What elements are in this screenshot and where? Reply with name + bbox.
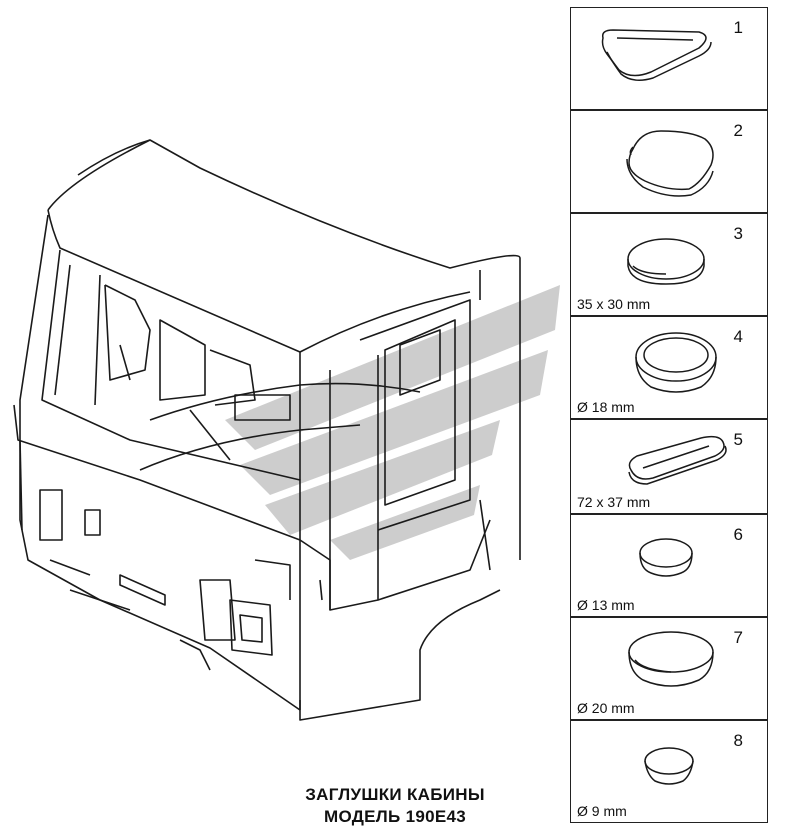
- part-number: 8: [733, 731, 743, 750]
- part-cell-3: [570, 213, 768, 316]
- part-number: 4: [733, 327, 743, 346]
- part-dimension: Ø 20 mm: [577, 700, 635, 716]
- part-cell-8: [570, 720, 768, 823]
- part-cell-5: [570, 419, 768, 514]
- part-dimension: 35 x 30 mm: [577, 296, 651, 312]
- part-cell-7: [570, 617, 768, 720]
- part-cell-4: [570, 316, 768, 419]
- part-number: 2: [733, 121, 743, 140]
- part-number: 7: [733, 628, 743, 647]
- part-dimension: Ø 9 mm: [577, 803, 627, 819]
- part-number: 6: [733, 525, 743, 544]
- drawing-caption: [230, 784, 560, 828]
- part-number: 1: [733, 18, 743, 37]
- part-dimension: Ø 13 mm: [577, 597, 635, 613]
- part-cell-6: [570, 514, 768, 617]
- part-dimension: 72 x 37 mm: [577, 494, 651, 510]
- part-dimension: Ø 18 mm: [577, 399, 635, 415]
- part-cell-2: [570, 110, 768, 213]
- part-number: 3: [733, 224, 743, 243]
- watermark-logo: [225, 285, 560, 560]
- caption-line-2: МОДЕЛЬ 190Е43: [324, 807, 466, 826]
- part-number: 5: [733, 430, 743, 449]
- part-cell-1: [570, 7, 768, 110]
- caption-line-1: ЗАГЛУШКИ КАБИНЫ: [305, 785, 485, 804]
